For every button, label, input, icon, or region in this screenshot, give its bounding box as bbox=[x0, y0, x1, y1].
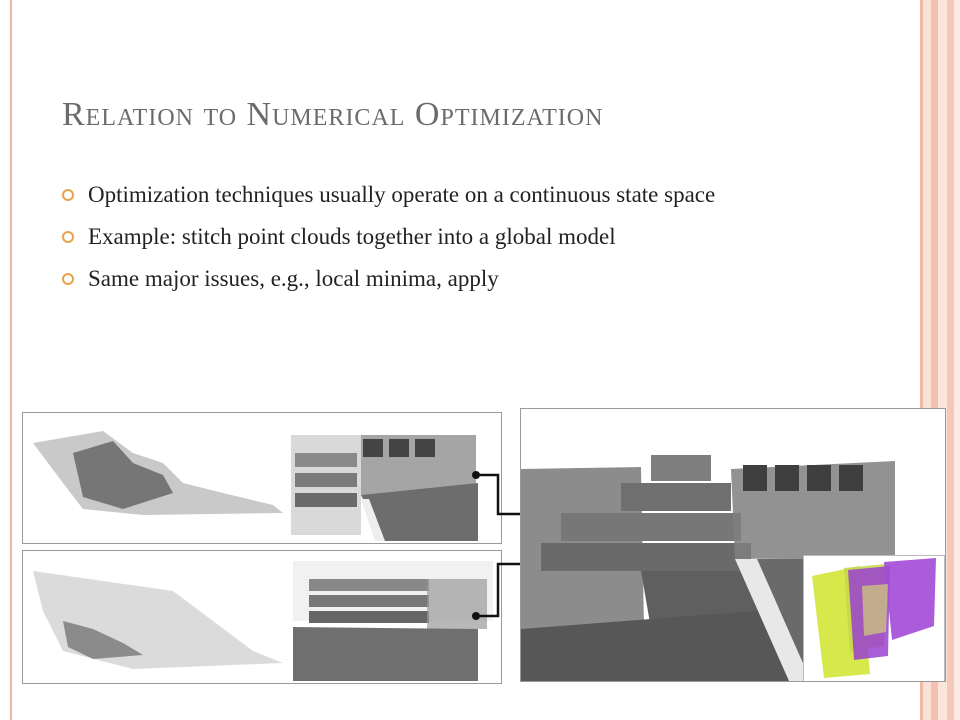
bullet-circle-icon bbox=[62, 189, 74, 201]
aligned-clouds-inset bbox=[803, 555, 945, 682]
point-cloud-figure bbox=[0, 404, 960, 720]
aligned-clouds-image bbox=[804, 556, 944, 682]
bullet-text: Example: stitch point clouds together into a global model bbox=[88, 224, 616, 249]
bullet-item bbox=[62, 264, 782, 294]
bullet-circle-icon bbox=[62, 231, 74, 243]
merged-model-panel bbox=[520, 408, 946, 682]
slide-title: Relation to Numerical Optimization bbox=[62, 96, 604, 133]
bullet-item bbox=[62, 180, 782, 210]
bullet-circle-icon bbox=[62, 273, 74, 285]
bullet-item bbox=[62, 222, 782, 252]
bullet-text: Same major issues, e.g., local minima, apply bbox=[88, 266, 499, 291]
bullet-list bbox=[62, 180, 782, 306]
bullet-text: Optimization techniques usually operate on a continuous state space bbox=[88, 182, 716, 207]
